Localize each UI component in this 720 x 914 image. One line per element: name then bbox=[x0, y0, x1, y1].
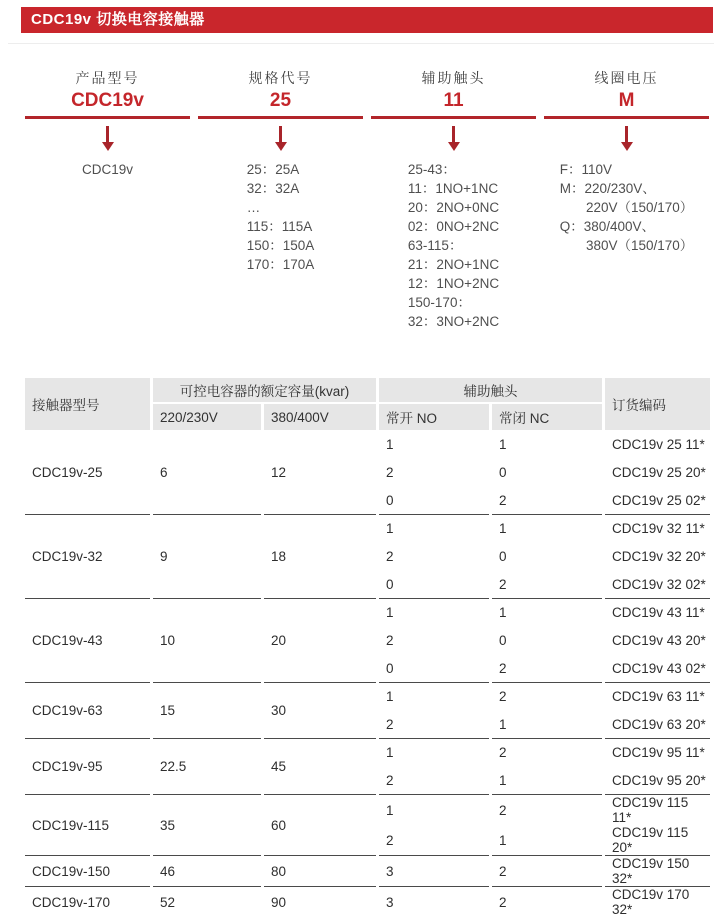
col-header-order-code: 订货编码 bbox=[605, 378, 710, 430]
nc-count-cell: 1 bbox=[492, 825, 602, 855]
designation-description-line: … bbox=[246, 200, 261, 215]
col-header-no: 常开 NO bbox=[379, 404, 489, 430]
designation-description-line: 115：115A bbox=[246, 219, 313, 234]
designation-description-line: 11：1NO+1NC bbox=[407, 181, 499, 196]
no-count-cell: 1 bbox=[379, 794, 489, 825]
page-title: CDC19v 切换电容接触器 bbox=[31, 11, 205, 28]
nc-count-cell: 1 bbox=[492, 598, 602, 626]
designation-description-line: 25：25A bbox=[246, 162, 300, 177]
designation-description-wrap bbox=[21, 160, 194, 179]
no-count-cell: 2 bbox=[379, 710, 489, 738]
no-count-cell: 1 bbox=[379, 738, 489, 766]
table-row bbox=[25, 682, 710, 710]
no-count-cell: 0 bbox=[379, 570, 489, 598]
no-count-cell: 0 bbox=[379, 654, 489, 682]
designation-description-line: 12：1NO+2NC bbox=[407, 276, 500, 291]
no-count-cell: 2 bbox=[379, 458, 489, 486]
order-code-cell: CDC19v 32 11* bbox=[605, 514, 710, 542]
table-row bbox=[25, 855, 710, 886]
down-arrow-head bbox=[448, 142, 460, 151]
model-cell: CDC19v-115 bbox=[25, 794, 150, 855]
no-count-cell: 2 bbox=[379, 626, 489, 654]
col-header-aux-group: 辅助触头 bbox=[379, 378, 602, 404]
designation-description-line: Q：380/400V、 bbox=[559, 219, 656, 234]
designation-description-line: 21：2NO+1NC bbox=[407, 257, 500, 272]
capacity-380v-cell: 30 bbox=[264, 682, 376, 738]
down-arrow-icon bbox=[448, 126, 460, 152]
down-arrow-shaft bbox=[452, 126, 455, 142]
model-cell: CDC19v-43 bbox=[25, 598, 150, 682]
nc-count-cell: 0 bbox=[492, 626, 602, 654]
nc-count-cell: 1 bbox=[492, 710, 602, 738]
capacity-380v-cell: 12 bbox=[264, 430, 376, 514]
capacity-380v-cell: 90 bbox=[264, 886, 376, 914]
designation-description bbox=[247, 160, 315, 274]
designation-description-line: 63-115： bbox=[407, 238, 463, 253]
designation-column bbox=[194, 68, 367, 331]
designation-code: 11 bbox=[443, 90, 464, 111]
col-header-380v: 380/400V bbox=[264, 404, 376, 430]
table-row bbox=[25, 598, 710, 626]
capacity-380v-cell: 80 bbox=[264, 855, 376, 886]
capacity-220v-cell: 35 bbox=[153, 794, 261, 855]
designation-description-wrap bbox=[367, 160, 540, 331]
designation-underline bbox=[371, 116, 536, 119]
designation-description-line: 20：2NO+0NC bbox=[407, 200, 500, 215]
col-header-220v: 220/230V bbox=[153, 404, 261, 430]
designation-description-line: 150：150A bbox=[246, 238, 315, 253]
order-code-cell: CDC19v 95 20* bbox=[605, 766, 710, 794]
nc-count-cell: 1 bbox=[492, 430, 602, 458]
col-header-capacity-group: 可控电容器的额定容量(kvar) bbox=[153, 378, 376, 404]
designation-description-line: 150-170： bbox=[407, 295, 471, 310]
nc-count-cell: 0 bbox=[492, 542, 602, 570]
designation-description-line: M：220/230V、 bbox=[559, 181, 656, 196]
nc-count-cell: 0 bbox=[492, 458, 602, 486]
model-cell: CDC19v-25 bbox=[25, 430, 150, 514]
capacity-380v-cell: 20 bbox=[264, 598, 376, 682]
capacity-220v-cell: 9 bbox=[153, 514, 261, 598]
designation-code: 25 bbox=[269, 90, 292, 111]
no-count-cell: 1 bbox=[379, 514, 489, 542]
designation-description bbox=[560, 160, 694, 255]
selection-table-section bbox=[22, 378, 713, 914]
model-cell: CDC19v-32 bbox=[25, 514, 150, 598]
designation-label: 辅助触头 bbox=[421, 70, 486, 86]
model-cell: CDC19v-150 bbox=[25, 855, 150, 886]
designation-description-line: 380V（150/170） bbox=[559, 238, 694, 253]
no-count-cell: 2 bbox=[379, 825, 489, 855]
capacity-220v-cell: 46 bbox=[153, 855, 261, 886]
designation-description-line: 02：0NO+2NC bbox=[407, 219, 500, 234]
order-code-cell: CDC19v 115 20* bbox=[605, 825, 710, 855]
capacity-220v-cell: 6 bbox=[153, 430, 261, 514]
model-cell: CDC19v-63 bbox=[25, 682, 150, 738]
page-header-bar bbox=[21, 7, 713, 33]
designation-description-wrap bbox=[194, 160, 367, 274]
model-designation-diagram bbox=[21, 68, 713, 331]
designation-underline bbox=[198, 116, 363, 119]
designation-column bbox=[21, 68, 194, 331]
nc-count-cell: 1 bbox=[492, 514, 602, 542]
designation-description-line: CDC19v bbox=[81, 162, 133, 177]
order-code-cell: CDC19v 170 32* bbox=[605, 886, 710, 914]
no-count-cell: 2 bbox=[379, 766, 489, 794]
order-code-cell: CDC19v 43 11* bbox=[605, 598, 710, 626]
col-header-nc: 常闭 NC bbox=[492, 404, 602, 430]
order-code-cell: CDC19v 32 02* bbox=[605, 570, 710, 598]
no-count-cell: 1 bbox=[379, 430, 489, 458]
down-arrow-icon bbox=[275, 126, 287, 152]
order-code-cell: CDC19v 150 32* bbox=[605, 855, 710, 886]
designation-code: CDC19v bbox=[71, 90, 144, 111]
down-arrow-shaft bbox=[279, 126, 282, 142]
designation-description-line: 170：170A bbox=[246, 257, 315, 272]
model-cell: CDC19v-95 bbox=[25, 738, 150, 794]
col-header-model: 接触器型号 bbox=[25, 378, 150, 430]
order-code-cell: CDC19v 43 02* bbox=[605, 654, 710, 682]
order-code-cell: CDC19v 25 02* bbox=[605, 486, 710, 514]
capacity-220v-cell: 10 bbox=[153, 598, 261, 682]
down-arrow-head bbox=[621, 142, 633, 151]
nc-count-cell: 1 bbox=[492, 766, 602, 794]
designation-underline bbox=[544, 116, 709, 119]
capacity-380v-cell: 45 bbox=[264, 738, 376, 794]
nc-count-cell: 2 bbox=[492, 570, 602, 598]
no-count-cell: 1 bbox=[379, 682, 489, 710]
capacity-220v-cell: 22.5 bbox=[153, 738, 261, 794]
designation-description bbox=[408, 160, 499, 331]
no-count-cell: 3 bbox=[379, 855, 489, 886]
nc-count-cell: 2 bbox=[492, 855, 602, 886]
nc-count-cell: 2 bbox=[492, 886, 602, 914]
nc-count-cell: 2 bbox=[492, 794, 602, 825]
nc-count-cell: 2 bbox=[492, 682, 602, 710]
down-arrow-head bbox=[275, 142, 287, 151]
designation-column bbox=[367, 68, 540, 331]
table-row bbox=[25, 430, 710, 458]
designation-description-line: 25-43： bbox=[407, 162, 456, 177]
model-cell: CDC19v-170 bbox=[25, 886, 150, 914]
header-divider bbox=[8, 43, 714, 44]
order-code-cell: CDC19v 95 11* bbox=[605, 738, 710, 766]
designation-description-wrap bbox=[540, 160, 713, 255]
order-code-cell: CDC19v 25 20* bbox=[605, 458, 710, 486]
designation-code: M bbox=[618, 90, 635, 111]
down-arrow-head bbox=[102, 142, 114, 151]
capacity-380v-cell: 60 bbox=[264, 794, 376, 855]
down-arrow-shaft bbox=[106, 126, 109, 142]
capacity-380v-cell: 18 bbox=[264, 514, 376, 598]
designation-underline bbox=[25, 116, 190, 119]
no-count-cell: 3 bbox=[379, 886, 489, 914]
order-code-cell: CDC19v 43 20* bbox=[605, 626, 710, 654]
designation-column bbox=[540, 68, 713, 331]
designation-description-line: F：110V bbox=[559, 162, 612, 177]
capacity-220v-cell: 15 bbox=[153, 682, 261, 738]
order-code-cell: CDC19v 63 11* bbox=[605, 682, 710, 710]
nc-count-cell: 2 bbox=[492, 738, 602, 766]
capacity-220v-cell: 52 bbox=[153, 886, 261, 914]
order-code-cell: CDC19v 32 20* bbox=[605, 542, 710, 570]
no-count-cell: 1 bbox=[379, 598, 489, 626]
designation-description-line: 32：3NO+2NC bbox=[407, 314, 500, 329]
down-arrow-icon bbox=[102, 126, 114, 152]
order-code-cell: CDC19v 115 11* bbox=[605, 794, 710, 825]
designation-label: 产品型号 bbox=[75, 70, 140, 86]
designation-description-line: 32：32A bbox=[246, 181, 300, 196]
no-count-cell: 2 bbox=[379, 542, 489, 570]
nc-count-cell: 2 bbox=[492, 654, 602, 682]
designation-description-line: 220V（150/170） bbox=[559, 200, 694, 215]
down-arrow-icon bbox=[621, 126, 633, 152]
order-code-cell: CDC19v 25 11* bbox=[605, 430, 710, 458]
table-row bbox=[25, 886, 710, 914]
nc-count-cell: 2 bbox=[492, 486, 602, 514]
designation-description bbox=[82, 160, 133, 179]
selection-table bbox=[22, 378, 713, 914]
designation-label: 规格代号 bbox=[248, 70, 313, 86]
table-row bbox=[25, 514, 710, 542]
down-arrow-shaft bbox=[625, 126, 628, 142]
table-row bbox=[25, 794, 710, 825]
no-count-cell: 0 bbox=[379, 486, 489, 514]
order-code-cell: CDC19v 63 20* bbox=[605, 710, 710, 738]
designation-label: 线圈电压 bbox=[594, 70, 659, 86]
table-row bbox=[25, 738, 710, 766]
